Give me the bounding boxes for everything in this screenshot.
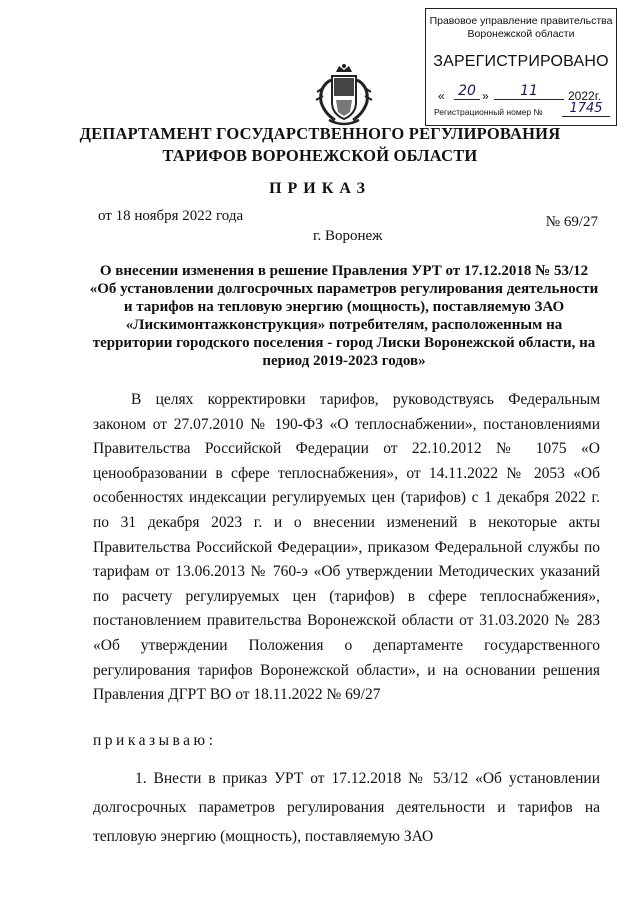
- registration-stamp: [425, 8, 617, 126]
- stamp-year: 2022г.: [568, 89, 601, 103]
- order-word: приказываю:: [93, 732, 217, 749]
- document-city: г. Воронеж: [313, 228, 383, 244]
- stamp-month: 11: [494, 83, 564, 100]
- order-point-1: 1. Внести в приказ УРТ от 17.12.2018 № 53/12 «Об установлении долгосрочных параметров регулирования деятельности и тарифов на тепловую энергию (мощность), поставляемую ЗАО: [93, 770, 600, 845]
- document-date: от 18 ноября 2022 года: [98, 208, 244, 224]
- coat-of-arms-emblem: [313, 62, 375, 128]
- document-number: № 69/27: [545, 214, 598, 230]
- department-name-line1: ДЕПАРТАМЕНТ ГОСУДАРСТВЕННОГО РЕГУЛИРОВАНИЯ: [79, 124, 561, 143]
- department-name-line2: ТАРИФОВ ВОРОНЕЖСКОЙ ОБЛАСТИ: [162, 146, 478, 165]
- stamp-registered: ЗАРЕГИСТРИРОВАНО: [433, 53, 609, 70]
- stamp-day: 20: [454, 83, 480, 100]
- preamble-paragraph: В целях корректировки тарифов, руководствуясь Федеральным законом от 27.07.2010 № 190-ФЗ «О теплоснабжении», постановлениями Правительства Российской Федерации от 22.10.2012 № 1075 «О ценообразовании в сфере теплоснабжения», от 14.11.2022 № 2053 «Об особенностях индексации регулируемых цен (тарифов) с 1 декабря 2022 г. по 31 декабря 2023 г. и о внесении изменений в некоторые акты Правительства Российской Федерации», приказом Федеральной службы по тарифам от 13.06.2013 № 760-э «Об утверждении Методических указаний по расчету регулируемых цен (тарифов) в сфере теплоснабжения», постановлением правительства Воронежской области от 31.03.2020 № 283 «Об утверждении Положения о департаменте государственного регулирования тарифов Воронежской области», и на основании решения Правления ДГРТ ВО от 18.11.2022 № 69/27: [93, 391, 600, 704]
- stamp-quote-open: «: [438, 89, 445, 103]
- stamp-quote-close: »: [482, 89, 489, 103]
- document-subject: О внесении изменения в решение Правления УРТ от 17.12.2018 № 53/12 «Об установлении долгосрочных параметров регулирования деятельности и тарифов на тепловую энергию (мощность), поставляемую ЗАО «Лискимонтажконструкция» потребителям, расположенным на территории городского поселения - город Лиски Воронежской области, на период 2019-2023 годов»: [89, 263, 599, 369]
- stamp-number-label: Регистрационный номер №: [434, 107, 543, 117]
- stamp-org-line2: Воронежской области: [467, 28, 575, 40]
- stamp-org-line1: Правовое управление правительства: [429, 15, 613, 27]
- document-type-title: ПРИКАЗ: [269, 180, 371, 197]
- stamp-number: 1745: [562, 101, 610, 117]
- stamp-number-line: [434, 101, 614, 117]
